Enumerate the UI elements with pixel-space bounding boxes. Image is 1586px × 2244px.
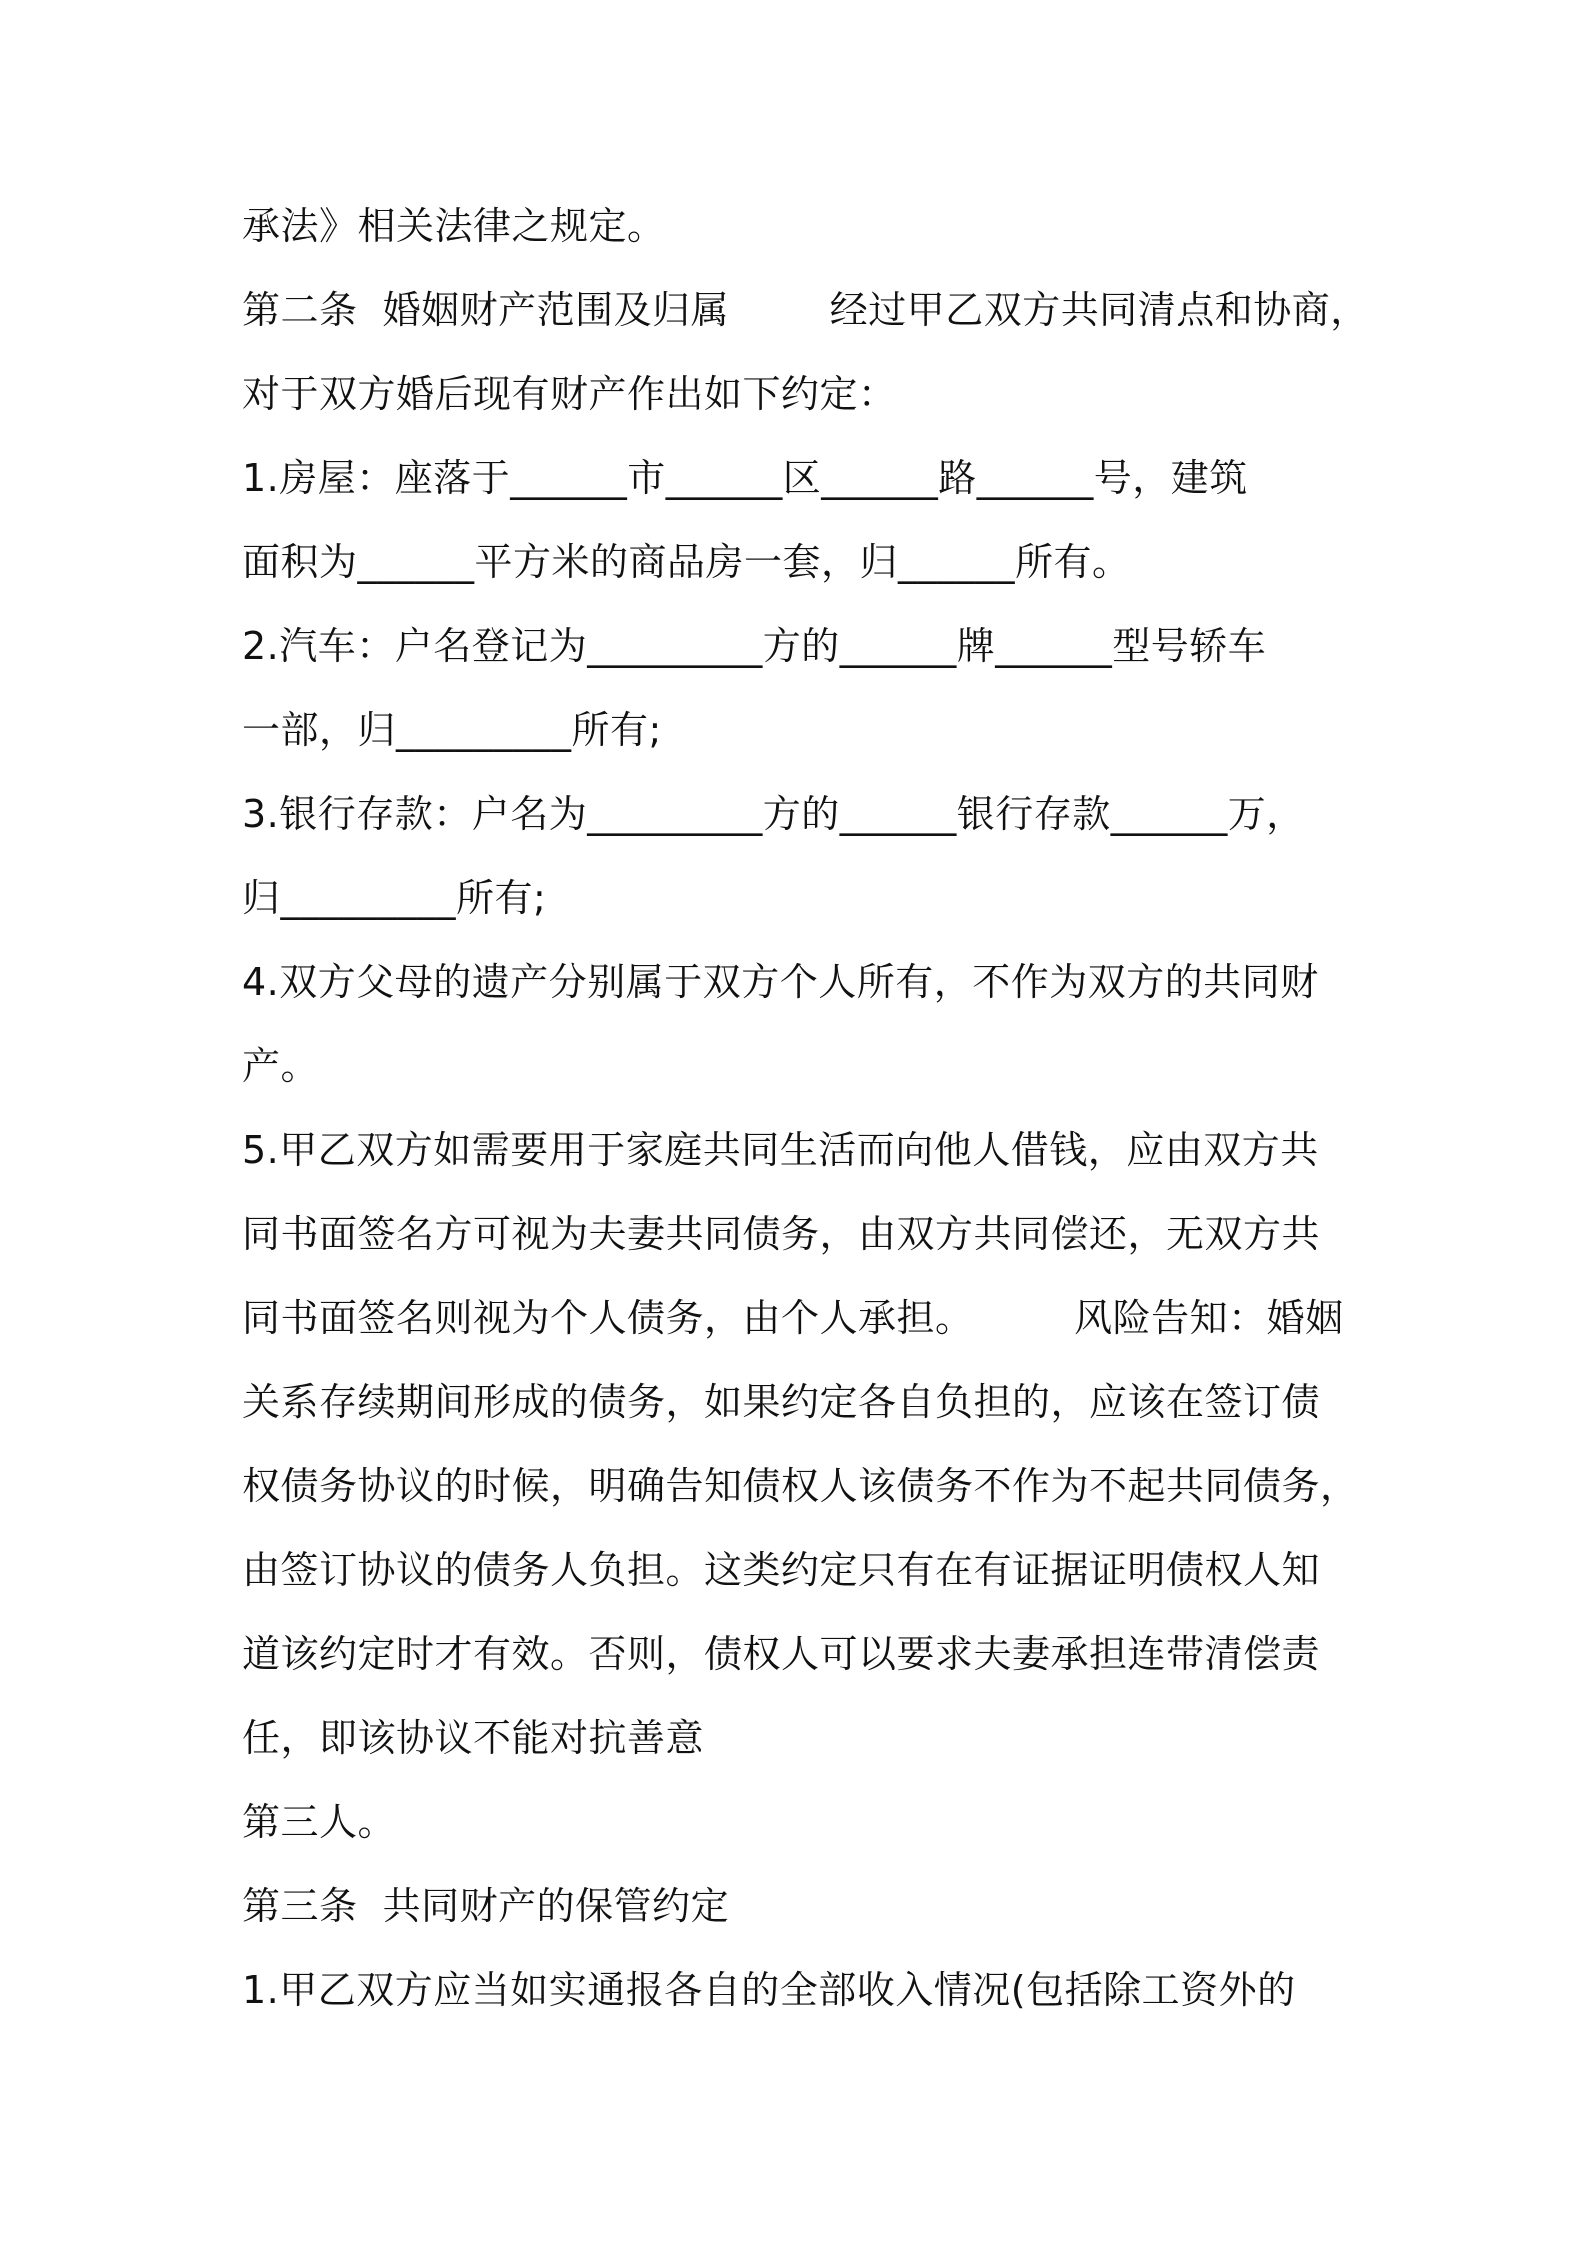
text-line: 承法》相关法律之规定。 (242, 204, 666, 248)
clause-item-1: 1.甲乙双方应当如实通报各自的全部收入情况(包括除工资外的 (242, 1968, 1296, 2012)
clause-item-3: 3.银行存款：户名为_________方的______银行存款______万， (242, 792, 1305, 836)
text-line: 关系存续期间形成的债务，如果约定各自负担的，应该在签订债 (242, 1380, 1321, 1424)
text-line: 同书面签名则视为个人债务，由个人承担。 风险告知：婚姻 (242, 1296, 1344, 1340)
text-line: 面积为______平方米的商品房一套，归______所有。 (242, 540, 1131, 584)
text-line: 同书面签名方可视为夫妻共同债务，由双方共同偿还，无双方共 (242, 1212, 1321, 1256)
text-line: 第三人。 (242, 1800, 397, 1844)
text-line: 归_________所有; (242, 876, 547, 920)
clause-item-2: 2.汽车：户名登记为_________方的______牌______型号轿车 (242, 624, 1267, 668)
clause-item-5: 5.甲乙双方如需要用于家庭共同生活而向他人借钱，应由双方共 (242, 1128, 1319, 1172)
section-heading-article-2: 第二条 婚姻财产范围及归属 经过甲乙双方共同清点和协商， (242, 288, 1369, 332)
text-line: 任，即该协议不能对抗善意 (242, 1716, 705, 1760)
clause-item-4: 4.双方父母的遗产分别属于双方个人所有，不作为双方的共同财 (242, 960, 1319, 1004)
text-line: 产。 (242, 1044, 320, 1088)
text-line: 对于双方婚后现有财产作出如下约定： (242, 372, 897, 416)
text-line: 道该约定时才有效。否则，债权人可以要求夫妻承担连带清偿责 (242, 1632, 1321, 1676)
text-line: 一部，归_________所有; (242, 708, 662, 752)
text-line: 由签订协议的债务人负担。这类约定只有在有证据证明债权人知 (242, 1548, 1321, 1592)
text-line: 权债务协议的时候，明确告知债权人该债务不作为不起共同债务， (242, 1464, 1359, 1508)
clause-item-1: 1.房屋：座落于______市______区______路______号，建筑 (242, 456, 1248, 500)
section-heading-article-3: 第三条 共同财产的保管约定 (242, 1884, 730, 1928)
